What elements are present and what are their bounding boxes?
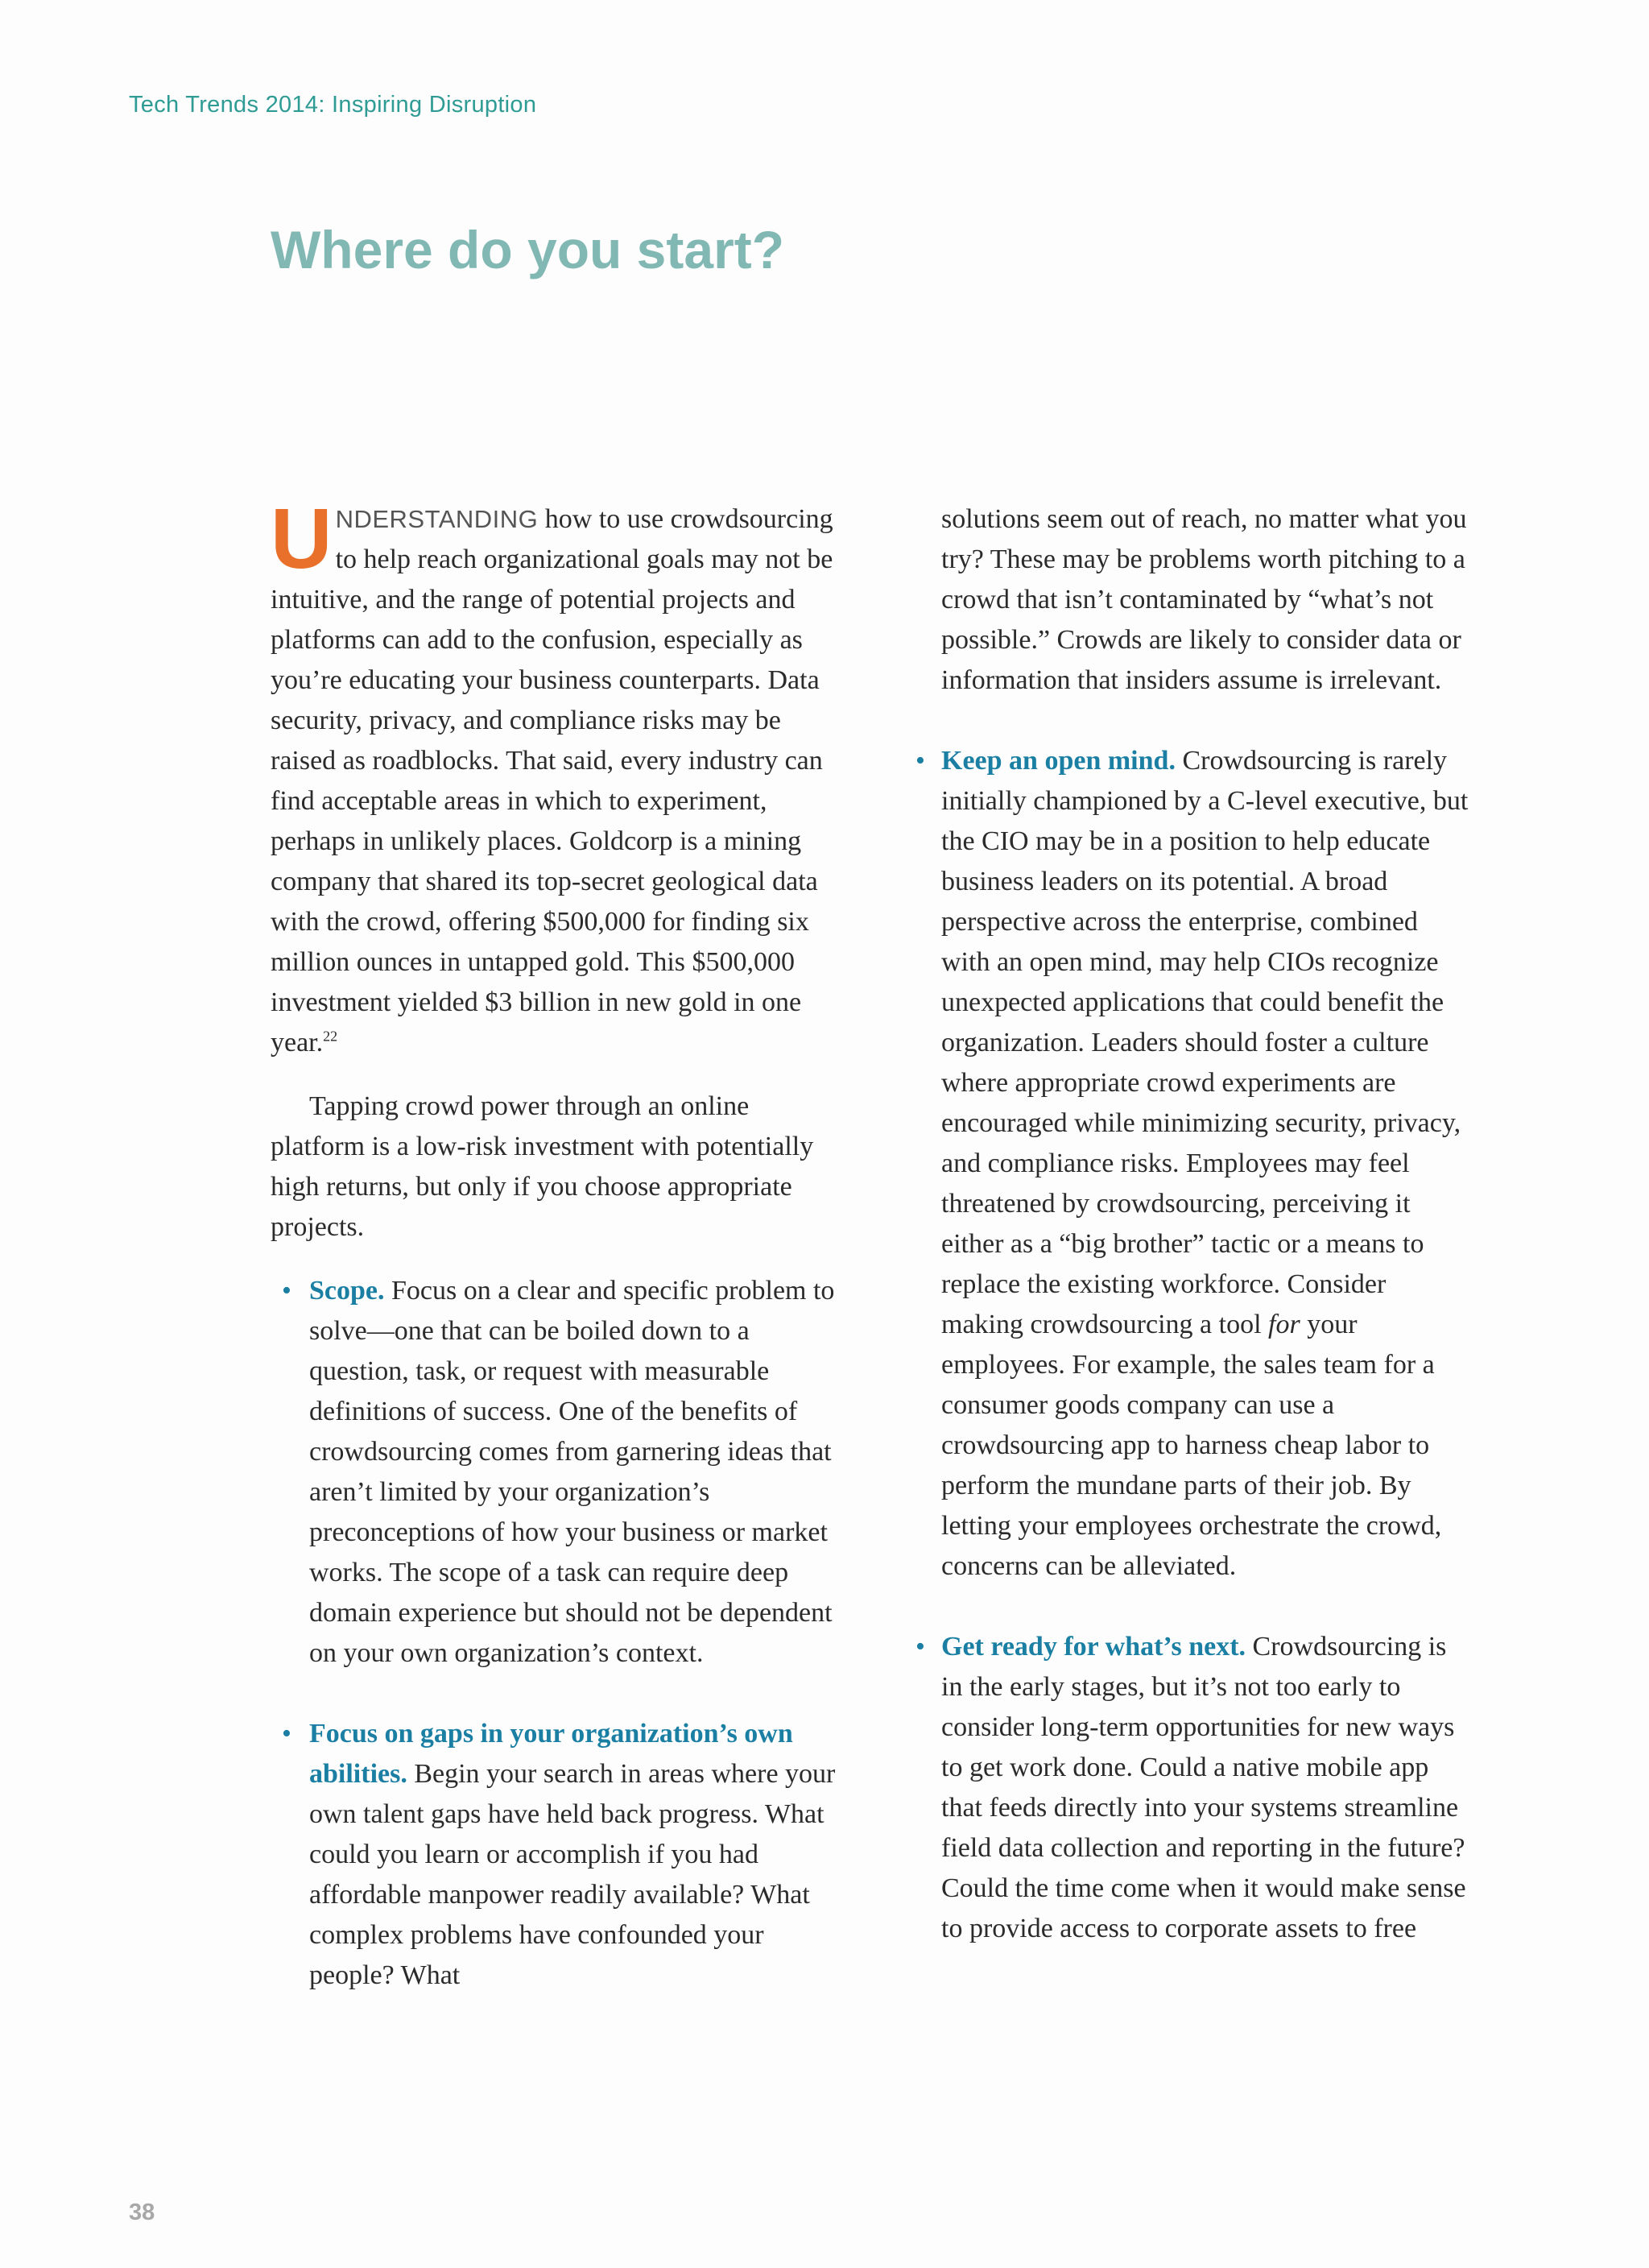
bullet-whats-next — [941, 1627, 1473, 1949]
drop-cap: U — [271, 491, 333, 586]
bullet-term: Scope. — [309, 1276, 385, 1306]
bullet-focus-gaps — [271, 1714, 842, 1996]
bullet-text: Crowdsourcing is in the early stages, but it’s not too early to consider long-term opportunities for new ways to get work done. Could a native mobile app that feeds directly into your systems streamline field data collection and reporting in the future? Could the time come when it would make sense to provide access to corporate assets to free — [941, 1632, 1466, 1943]
bullet-text: Crowdsourcing is rarely initially championed by a C-level executive, but the CIO may be in a position to help educate business leaders on its potential. A broad perspective across the enterprise, combined with an open mind, may help CIOs recognize unexpected applications that could benefit the organization. Leaders should foster a culture where appropriate crowd experiments are encouraged while minimizing security, privacy, and compliance risks. Employees may feel threatened by crowdsourcing, perceiving it either as a “big brother” tactic or a means to replace the existing workforce. Consider making crowdsourcing a tool — [941, 746, 1469, 1339]
intro-lead-word: NDERSTANDING — [335, 505, 539, 533]
bullet-list-right — [941, 741, 1473, 1949]
page-title: Where do you start? — [271, 220, 785, 279]
bullet-open-mind — [941, 741, 1473, 1587]
bullet-text-end: your employees. For example, the sales team for a consumer goods company can use a crowdsourcing app to harness cheap labor to perform the mundane parts of their job. By letting your employees orchestrate the crowd, concerns can be alleviated. — [941, 1310, 1442, 1581]
footnote-ref: 22 — [323, 1028, 338, 1045]
continuation-paragraph: solutions seem out of reach, no matter what you try? These may be problems worth pitching to a crowd that isn’t contaminated by “what’s not possible.” Crowds are likely to consider data or information that insiders assume is irrelevant. — [941, 504, 1467, 695]
bullet-term: Keep an open mind. — [941, 746, 1176, 776]
bullet-italic-word: for — [1268, 1310, 1300, 1339]
intro-text: how to use crowdsourcing to help reach organizational goals may not be intuitive, and the range of potential projects and platforms can add to the confusion, especially as you’re educating your business counterparts. Data security, privacy, and compliance risks may be raised as roadblocks. That said, every industry can find acceptable areas in which to experiment, perhaps in unlikely places. Goldcorp is a mining company that shared its top-secret geological data with the crowd, offering $500,000 for finding six million ounces in untapped gold. This $500,000 investment yielded $3 billion in new gold in one year. — [271, 504, 833, 1057]
paragraph-2: Tapping crowd power through an online platform is a low-risk investment with potentially high returns, but only if you choose appropriate projects. — [271, 1091, 814, 1242]
bullet-term: Focus on gaps in your organization’s own abilities. — [309, 1719, 793, 1789]
page-number: 38 — [129, 2200, 155, 2225]
right-column — [941, 499, 1473, 1949]
left-column — [271, 491, 842, 1996]
bullet-list-left — [271, 1271, 842, 1996]
bullet-text: Begin your search in areas where your own talent gaps have held back progress. What could you learn or accomplish if you had affordable manpower readily available? What complex problems have confounded your people? What — [309, 1759, 836, 1990]
intro-paragraph — [271, 491, 842, 1063]
bullet-text: Focus on a clear and specific problem to solve—one that can be boiled down to a question, task, or request with measurable definitions of success. One of the benefits of crowdsourcing comes from garnering ideas that aren’t limited by your organization’s preconceptions of how your business or market works. The scope of a task can require deep domain experience but should not be dependent on your own organization’s context. — [309, 1276, 835, 1668]
running-head: Tech Trends 2014: Inspiring Disruption — [129, 92, 537, 118]
bullet-term: Get ready for what’s next. — [941, 1632, 1246, 1662]
bullet-scope — [271, 1271, 842, 1674]
